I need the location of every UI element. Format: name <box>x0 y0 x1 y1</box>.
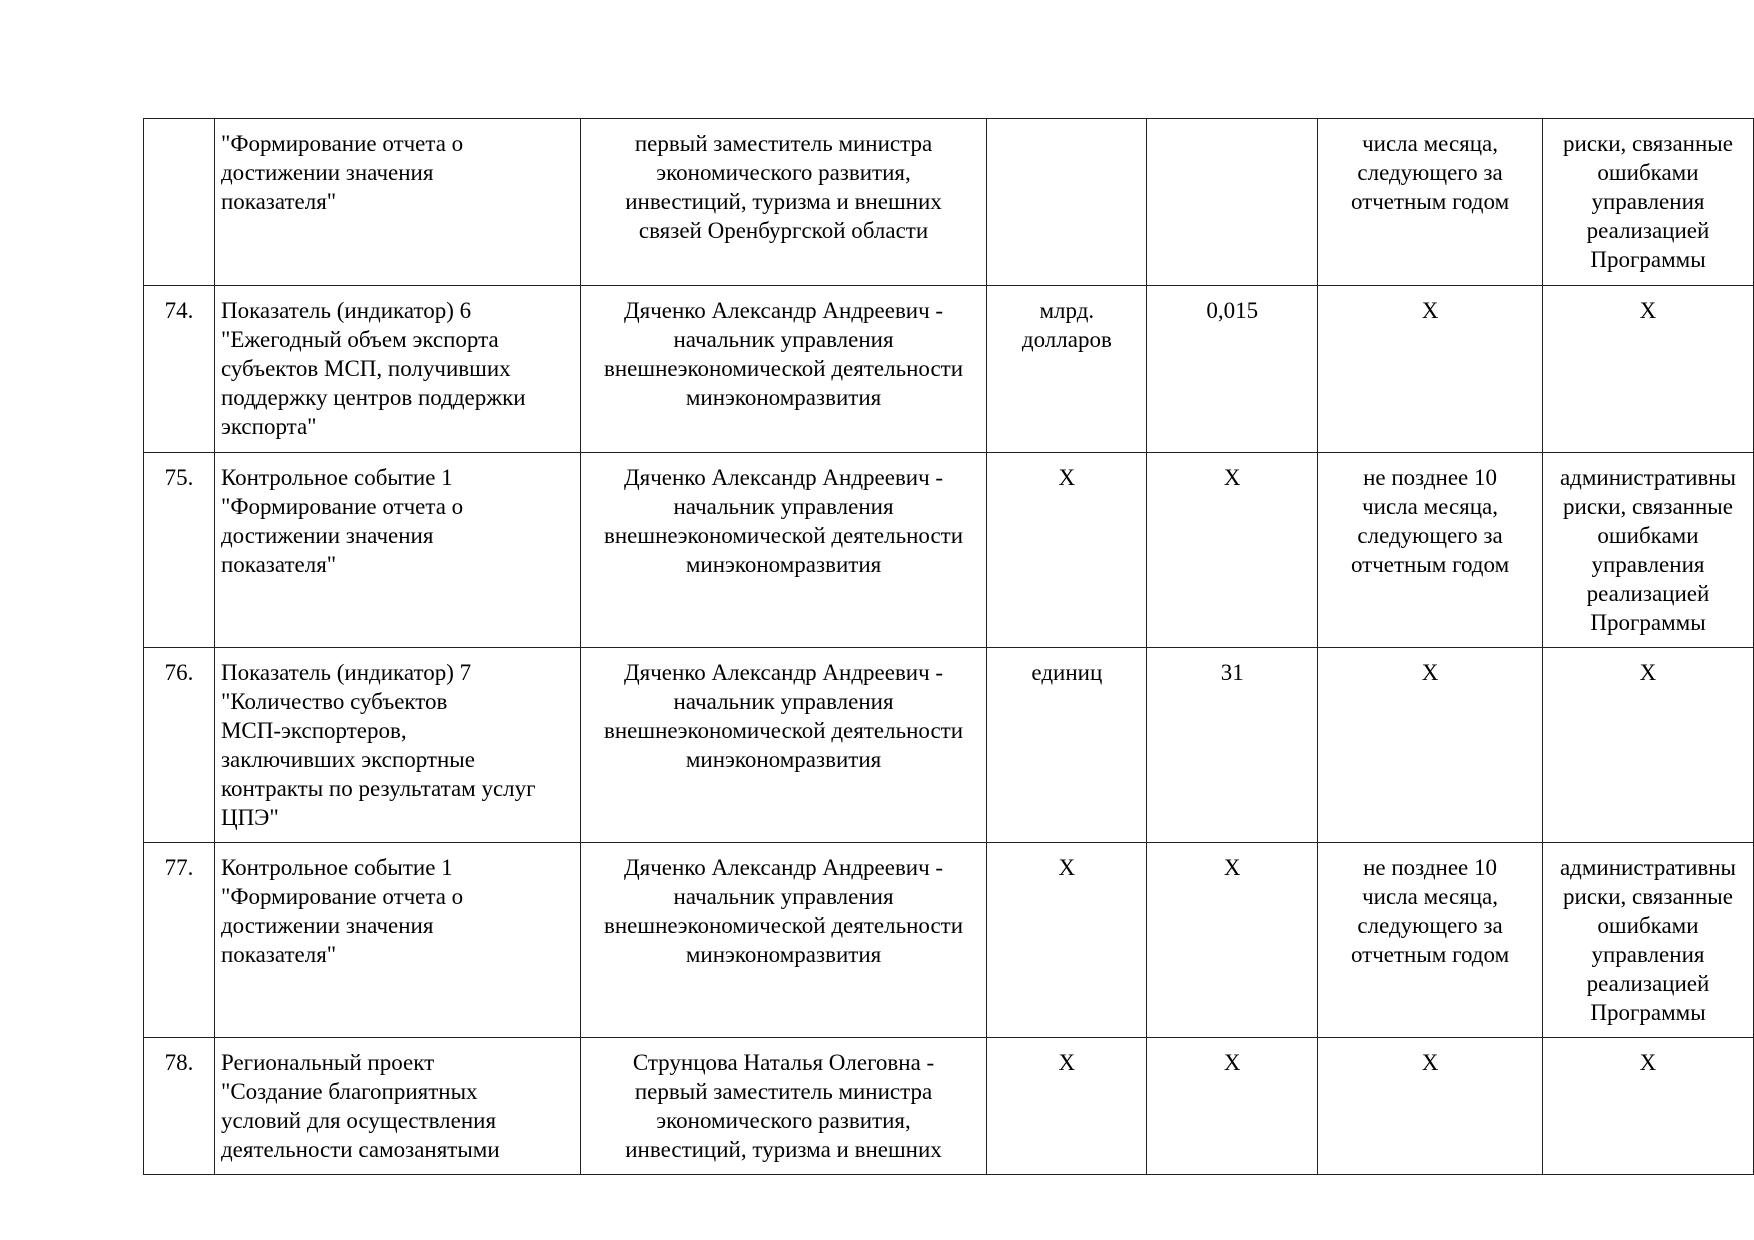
row-number <box>144 119 215 286</box>
event-name: "Формирование отчета о достижении значения показателя" <box>214 119 580 286</box>
risks: X <box>1542 648 1753 843</box>
row-number: 74. <box>144 286 215 453</box>
responsible-person: Дяченко Александр Андреевич - начальник управления внешнеэкономической деятельности минэкономразвития <box>580 648 987 843</box>
responsible-person: Струнцова Наталья Олеговна - первый заместитель министра экономического развития, инвестиций, туризма и внешних <box>580 1038 987 1175</box>
risks: риски, связанные ошибками управления реализацией Программы <box>1542 119 1753 286</box>
program-implementation-table <box>143 118 1754 1175</box>
event-name: Показатель (индикатор) 7 "Количество субъектов МСП-экспортеров, заключивших экспортные контракты по результатам услуг ЦПЭ" <box>214 648 580 843</box>
table-row <box>144 453 1754 648</box>
deadline: X <box>1318 648 1543 843</box>
unit-of-measure <box>987 119 1147 286</box>
deadline: не позднее 10 числа месяца, следующего за отчетным годом <box>1318 453 1543 648</box>
risks: X <box>1542 1038 1753 1175</box>
table-row <box>144 286 1754 453</box>
responsible-person: Дяченко Александр Андреевич - начальник управления внешнеэкономической деятельности минэкономразвития <box>580 843 987 1038</box>
table-row <box>144 843 1754 1038</box>
responsible-person: первый заместитель министра экономического развития, инвестиций, туризма и внешних связей Оренбургской области <box>580 119 987 286</box>
row-number: 76. <box>144 648 215 843</box>
target-value: X <box>1147 453 1318 648</box>
table-row <box>144 119 1754 286</box>
table-row <box>144 648 1754 843</box>
deadline: X <box>1318 1038 1543 1175</box>
event-name: Показатель (индикатор) 6 "Ежегодный объем экспорта субъектов МСП, получивших поддержку центров поддержки экспорта" <box>214 286 580 453</box>
event-name: Региональный проект "Создание благоприятных условий для осуществления деятельности самозанятыми <box>214 1038 580 1175</box>
unit-of-measure: X <box>987 1038 1147 1175</box>
risks: административны риски, связанные ошибками управления реализацией Программы <box>1542 453 1753 648</box>
deadline: X <box>1318 286 1543 453</box>
unit-of-measure: X <box>987 843 1147 1038</box>
unit-of-measure: единиц <box>987 648 1147 843</box>
responsible-person: Дяченко Александр Андреевич - начальник управления внешнеэкономической деятельности минэкономразвития <box>580 453 987 648</box>
row-number: 75. <box>144 453 215 648</box>
target-value: 0,015 <box>1147 286 1318 453</box>
target-value <box>1147 119 1318 286</box>
target-value: X <box>1147 843 1318 1038</box>
risks: административны риски, связанные ошибками управления реализацией Программы <box>1542 843 1753 1038</box>
deadline: не позднее 10 числа месяца, следующего за отчетным годом <box>1318 843 1543 1038</box>
target-value: 31 <box>1147 648 1318 843</box>
target-value: X <box>1147 1038 1318 1175</box>
row-number: 77. <box>144 843 215 1038</box>
deadline: числа месяца, следующего за отчетным годом <box>1318 119 1543 286</box>
responsible-person: Дяченко Александр Андреевич - начальник управления внешнеэкономической деятельности минэкономразвития <box>580 286 987 453</box>
unit-of-measure: млрд. долларов <box>987 286 1147 453</box>
event-name: Контрольное событие 1 "Формирование отчета о достижении значения показателя" <box>214 453 580 648</box>
risks: X <box>1542 286 1753 453</box>
unit-of-measure: X <box>987 453 1147 648</box>
event-name: Контрольное событие 1 "Формирование отчета о достижении значения показателя" <box>214 843 580 1038</box>
row-number: 78. <box>144 1038 215 1175</box>
table-row <box>144 1038 1754 1175</box>
